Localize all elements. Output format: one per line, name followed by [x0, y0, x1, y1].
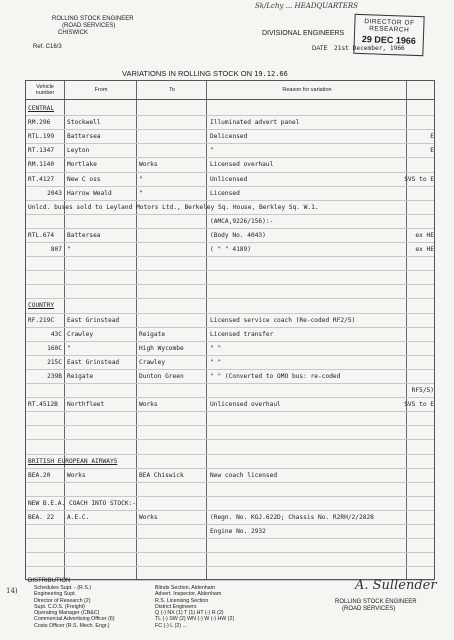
col-header-vehicle: Vehicle number	[35, 84, 55, 96]
row-rule	[26, 129, 434, 130]
cell-from: Stockwell	[67, 119, 101, 127]
col-header-to: To	[169, 87, 175, 93]
column-divider	[136, 81, 137, 579]
cell-to: Works	[139, 513, 158, 521]
cell-to: "	[139, 189, 143, 197]
row-rule	[26, 313, 434, 314]
from-dept-line3: CHISWICK	[58, 30, 88, 36]
cell-vehicle: RTL.674	[28, 231, 55, 239]
row-rule	[26, 566, 434, 567]
cell-vehicle: CENTRAL	[28, 105, 55, 112]
row-rule	[26, 256, 434, 257]
row-rule	[26, 552, 434, 553]
cell-vehicle: RTL.199	[28, 133, 55, 141]
cell-reason: " "	[210, 344, 222, 352]
distribution-item: Commercial Advertising Officer (6)	[34, 616, 115, 623]
distribution-item: R.S. Licensing Section	[155, 597, 209, 604]
distribution-item: TL (-) SW (2) WN (-) W (-) HW (2)	[155, 616, 235, 623]
row-rule	[26, 115, 434, 116]
cell-reason: (AMCA,9226/156):-	[210, 217, 274, 225]
cell-remark: SVS to E	[404, 401, 434, 409]
cell-reason: Illuminated advert panel	[210, 119, 300, 127]
row-rule	[26, 214, 434, 215]
row-rule	[26, 425, 434, 426]
cell-reason: ( " " 4189)	[210, 246, 251, 253]
row-rule	[26, 397, 434, 398]
cell-vehicle: RT.4127	[28, 175, 55, 183]
cell-from: Battersea	[67, 231, 101, 239]
cell-vehicle: Unlcd. buses sold to Leyland Motors Ltd., Berkeley Sq. House, Berkley Sq. W.1.	[28, 203, 319, 211]
col-header-reason: Reason for variation	[282, 87, 332, 93]
cell-from: Leyton	[67, 147, 90, 155]
cell-vehicle: RT.4512B	[28, 401, 58, 409]
cell-from: Mortlake	[67, 161, 97, 169]
row-rule	[26, 172, 434, 173]
distribution-list-1	[34, 585, 115, 629]
cell-remark: RF5/5)	[411, 387, 434, 394]
cell-from: East Grinstead	[67, 358, 120, 366]
cell-to: Reigate	[139, 330, 166, 338]
row-rule	[26, 284, 434, 285]
cell-to: Crawley	[139, 358, 166, 366]
cell-vehicle: 239B	[47, 372, 62, 380]
row-rule	[26, 341, 434, 342]
row-rule	[26, 496, 434, 497]
cell-to: Works	[139, 161, 158, 169]
cell-vehicle: RM.1140	[28, 161, 55, 169]
row-rule	[26, 383, 434, 384]
cell-to: Dunton Green	[139, 372, 184, 380]
document-title	[122, 70, 288, 78]
cell-vehicle: 2043	[47, 189, 62, 197]
cell-reason: " " (Converted to OMO bus: re-coded	[210, 372, 341, 380]
handwritten-note: Sk/Lchy ... HEADQUARTERS	[255, 2, 358, 10]
date-label: DATE	[312, 46, 328, 52]
row-rule	[26, 298, 434, 299]
row-rule	[26, 369, 434, 370]
cell-vehicle: 215C	[47, 358, 62, 366]
cell-remark: E	[430, 133, 434, 141]
distribution-item: FC (-) L (2) ...	[155, 622, 187, 629]
cell-from: New C oss	[67, 175, 101, 183]
cell-from: Battersea	[67, 133, 101, 141]
signatory-title-line2: (ROAD SERVICES)	[342, 606, 396, 612]
row-rule	[26, 524, 434, 525]
cell-vehicle: BEA. 22	[28, 513, 55, 521]
cell-from: "	[67, 246, 71, 253]
distribution-item: Advert. Inspector, Aldenham	[155, 591, 222, 598]
cell-to: Works	[139, 401, 158, 409]
column-divider	[406, 81, 407, 579]
signature: A. Sullender	[355, 578, 437, 593]
to-dept: DIVISIONAL ENGINEERS	[262, 30, 345, 37]
page-mark: 14)	[6, 587, 18, 595]
cell-reason: "	[210, 147, 214, 155]
cell-reason: (Regn. No. KGJ.622D; Chassis No. R2RH/2/2828	[210, 513, 374, 521]
cell-remark: SVS to E	[404, 175, 434, 183]
row-rule	[26, 157, 434, 158]
distribution-item: Supt. C.D.S. (Freight)	[34, 603, 85, 610]
distribution-list-2	[155, 585, 234, 629]
distribution-item: District Engineers	[155, 603, 197, 610]
cell-from: Works	[67, 471, 86, 479]
row-rule	[26, 355, 434, 356]
cell-reason: " "	[210, 358, 222, 366]
row-rule	[26, 454, 434, 455]
row-rule	[26, 482, 434, 483]
cell-from: Northfleet	[67, 401, 105, 409]
row-rule	[26, 270, 434, 271]
cell-vehicle: 43C	[50, 330, 62, 338]
cell-from: "	[67, 344, 71, 352]
row-rule	[26, 439, 434, 440]
cell-reason: (Body No. 4043)	[210, 231, 266, 239]
cell-remark: ex HE	[415, 231, 434, 239]
cell-vehicle: RT.1347	[28, 147, 55, 155]
row-rule	[26, 228, 434, 229]
cell-vehicle: RM.296	[28, 119, 51, 127]
cell-vehicle: 160C	[47, 344, 62, 352]
date-value: 21st December, 1966	[334, 45, 405, 52]
cell-remark: ex HE	[415, 246, 434, 253]
cell-vehicle: BRITISH EUROPEAN AIRWAYS	[28, 457, 118, 465]
row-rule	[26, 411, 434, 412]
header-divider	[26, 99, 434, 100]
cell-reason: Licensed	[210, 189, 240, 197]
cell-reason: Licensed service coach (Re-coded RF2/5)	[210, 316, 356, 324]
distribution-item: Engineering Supt.	[34, 591, 77, 598]
stamp-line2: RESEARCH	[369, 25, 410, 34]
variations-table	[25, 80, 435, 580]
cell-reason: Licensed transfer	[210, 330, 274, 338]
cell-from: Reigate	[67, 372, 94, 380]
col-header-from: From	[94, 87, 108, 93]
cell-vehicle: NEW B.E.A. COACH INTO STOCK:-	[28, 499, 137, 507]
from-dept-line2: (ROAD SERVICES)	[62, 23, 116, 29]
distribution-item: Blinds Section, Aldenham	[155, 585, 216, 591]
row-rule	[26, 327, 434, 328]
cell-reason: Unlicensed overhaul	[210, 401, 281, 409]
cell-from: East Grinstead	[67, 316, 120, 324]
row-rule	[26, 200, 434, 201]
cell-to: High Wycombe	[139, 344, 184, 352]
stamp-date: 29 DEC 1966	[361, 34, 416, 46]
cell-reason: Licensed overhaul	[210, 161, 274, 169]
cell-vehicle: COUNTRY	[28, 302, 55, 310]
cell-vehicle: BEA.20	[28, 471, 51, 479]
cell-reason: New coach licensed	[210, 471, 278, 479]
distribution-heading: DISTRIBUTION	[28, 578, 71, 584]
row-rule	[26, 186, 434, 187]
cell-to: "	[139, 175, 143, 183]
distribution-item: Q (-) NX (1) T (1) HT (-) R (2)	[155, 610, 224, 617]
title-prefix: VARIATIONS IN ROLLING STOCK ON	[122, 69, 253, 78]
row-rule	[26, 538, 434, 539]
distribution-item: Operating Manager (CB&C)	[34, 610, 100, 617]
cell-from: Harrow Weald	[67, 189, 112, 197]
stamp-line1: DIRECTOR OF	[364, 18, 415, 27]
cell-reason: Delicensed	[210, 133, 248, 141]
cell-reason: Unlicensed	[210, 175, 248, 183]
distribution-item: Costs Officer (R.S. Mech. Engr.)	[34, 622, 110, 629]
cell-to: BEA Chiswick	[139, 471, 184, 479]
signatory-title-line1: ROLLING STOCK ENGINEER	[335, 599, 417, 605]
row-rule	[26, 468, 434, 469]
title-date: 19.12.66	[254, 70, 288, 78]
received-stamp	[353, 14, 424, 56]
cell-vehicle: RF.219C	[28, 316, 55, 324]
cell-reason: Engine No. 2932	[210, 528, 266, 535]
column-divider	[206, 81, 207, 579]
reference: Ref. C16/3	[33, 44, 62, 50]
row-rule	[26, 242, 434, 243]
cell-from: Crawley	[67, 330, 94, 338]
distribution-item: Schedules Supt. - (R.S.)	[34, 585, 92, 591]
from-dept-line1: ROLLING STOCK ENGINEER	[52, 16, 134, 22]
row-rule	[26, 510, 434, 511]
cell-remark: E	[430, 147, 434, 155]
distribution-item: Director of Research (2)	[34, 597, 91, 604]
cell-from: A.E.C.	[67, 513, 90, 521]
cell-vehicle: 807	[50, 246, 62, 253]
row-rule	[26, 143, 434, 144]
